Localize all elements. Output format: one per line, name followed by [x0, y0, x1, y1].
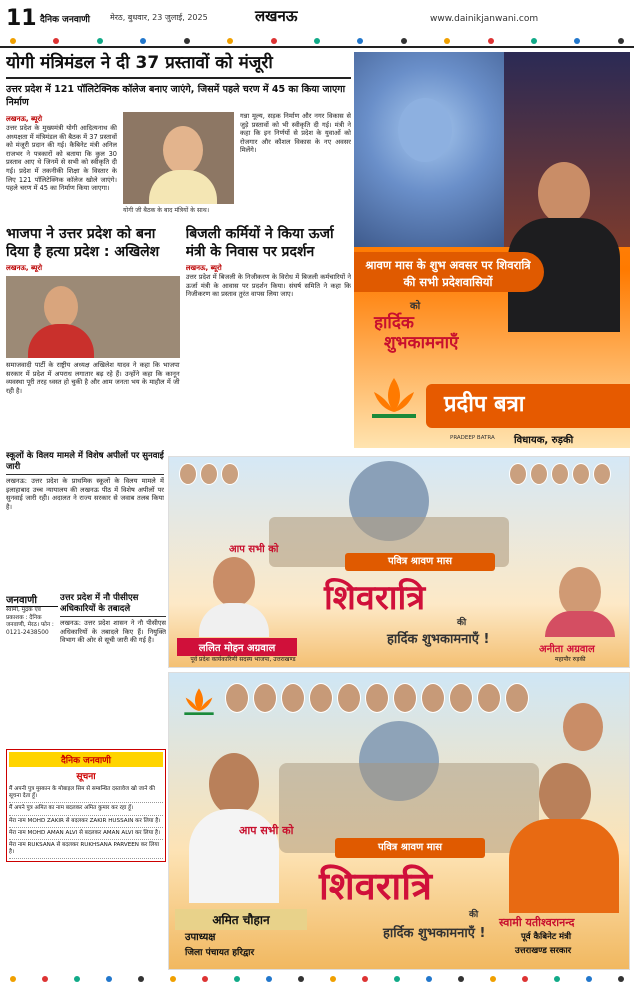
leader-photos [225, 683, 529, 713]
ad3-invite-2: पवित्र श्रावण मास [335, 838, 485, 858]
notice-item: मैं अपने पुत्र अमित का नाम बदलकर अमित कुमार कर रहा हूँ। [9, 803, 163, 815]
transfer-headline[interactable]: उत्तर प्रदेश में नौ पीसीएस अधिकारियों के तबादले [60, 592, 166, 617]
advertiser-photo-right [545, 567, 615, 637]
ad3-left-title-1: उपाध्यक्ष [185, 932, 216, 943]
ad3-shivratri: शिवरात्रि [319, 864, 433, 908]
edition-date: मेरठ, बुधवार, 23 जुलाई, 2025 [110, 13, 208, 22]
lead-byline: लखनऊ, ब्यूरो [6, 115, 43, 123]
ad2-shivratri: शिवरात्रि [324, 578, 426, 618]
story2-body: समाजवादी पार्टी के राष्ट्रीय अध्यक्ष अखिलेश यादव ने कहा कि भाजपा सरकार में प्रदेश में अपराध लगातार बढ़ रहे हैं। उन्होंने कहा कि कानून व्यवस्था पूरी तरह ध्वस्त हो चुकी है और आम जनता भय के माहौल में जी रही है। [6, 361, 180, 395]
website-link[interactable]: www.dainikjanwani.com [430, 14, 539, 24]
advertiser-photo-top-right [553, 703, 613, 763]
story2-headline[interactable]: भाजपा ने उत्तर प्रदेश को बना दिया है हत्या प्रदेश : अखिलेश [6, 226, 160, 260]
ad2-invite-2: पवित्र श्रावण मास [345, 553, 495, 571]
ad3-left-name: अमित चौहान [175, 909, 307, 930]
lead-body-1: उत्तर प्रदेश के मुख्यमंत्री योगी आदित्यनाथ की अध्यक्षता में मंत्रिमंडल की बैठक में 37 प्रस्तावों को मंजूरी प्रदान की गई। कैबिनेट मंत्री अनिल राजभर ने पत्रकारों को बताया कि कुल 30 प्रस्ताव आए थे जिनमें से सभी को स्वीकृति दी गई। प्रदेश में तकनीकी शिक्षा के विस्तार के लिए 121 पॉलिटेक्निक कॉलेज खोले जाएंगे। पहले चरण में 45 का निर्माण किया जाएगा। [6, 124, 117, 193]
lotus-icon [179, 681, 219, 721]
sidebar-masthead: जनवाणी [6, 592, 58, 607]
paper-name: दैनिक जनवाणी [40, 15, 90, 25]
advertiser-photo-right [509, 763, 619, 913]
story3-headline[interactable]: बिजली कर्मियों ने किया ऊर्जा मंत्री के निवास पर प्रदर्शन [185, 226, 334, 260]
story3-byline: लखनऊ, ब्यूरो [185, 264, 222, 272]
ad1-greet-line-2: शुभकामनाएँ [384, 333, 459, 353]
ad2-ki: की [457, 618, 467, 628]
ad1-greet-prefix: को [410, 301, 421, 312]
notice-item: मेरा नाम MOHD ZAKIR से बदलकर ZAKIR HUSSAIN कर लिया है। [9, 816, 163, 828]
ad3-right-title-1: पूर्व कैबिनेट मंत्री [521, 932, 572, 942]
notices-panel [6, 745, 166, 970]
ad3-invite-1: आप सभी को [239, 824, 294, 837]
edition-city: लखनऊ [255, 7, 298, 25]
notice-item: मेरा नाम RUKSANA से बदलकर RUKHSANA PARVEEN कर लिया है। [9, 840, 163, 859]
ad2-right-title: महापौर रुड़की [555, 656, 586, 663]
notice-item: मैं अपनी पुत्र मुस्कान के मोबाइल सिम से सम्बन्धित दस्तावेज खो जाने की सूचना देता हूँ। [9, 784, 163, 803]
advertiser-photo [504, 162, 624, 332]
ad3-wish: हार्दिक शुभकामनाएँ ! [383, 926, 486, 941]
story2-photo [6, 276, 180, 358]
lead-subhead: उत्तर प्रदेश में 121 पॉलिटेक्निक कॉलेज बनाए जाएंगे, जिसमें पहले चरण में 45 का किया जाएगा निर्माण [6, 84, 346, 108]
notice-item: मेरा नाम MOHD AMAN ALVI से बदलकर AMAN ALVI कर लिया है। [9, 828, 163, 840]
notice-title: सूचना [76, 772, 96, 782]
short-news-headline[interactable]: स्कूलों के विलय मामले में विशेष अपीलों पर सुनवाई जारी [6, 450, 164, 475]
shravan-ad-pradeep-batra[interactable] [354, 52, 630, 448]
leader-photos [179, 463, 239, 485]
lead-photo [123, 112, 234, 204]
notice-box [6, 749, 166, 862]
ad3-left-title-2: जिला पंचायत हरिद्वार [185, 948, 255, 958]
shivratri-ad-chauhan[interactable] [168, 672, 630, 970]
ad1-title: विधायक, रुड़की [514, 435, 574, 446]
shiva-image [354, 52, 504, 247]
registration-marks [10, 38, 624, 46]
short-news-body: लखनऊ: उत्तर प्रदेश के प्राथमिक स्कूलों के विलय मामले में इलाहाबाद उच्च न्यायालय की लखनऊ पीठ में विशेष अपीलों पर सुनवाई जारी रही। अदालत ने राज्य सरकार से जवाब तलब किया है। [6, 477, 164, 511]
ad2-left-name: ललित मोहन अग्रवाल [177, 638, 297, 656]
ad3-right-name: स्वामी यतीश्वरानन्द [499, 916, 575, 929]
ad3-ki: की [469, 910, 479, 920]
ad1-name: प्रदीप बत्रा [444, 392, 525, 417]
imprint: स्वामी, मुद्रक एवं प्रकाशक : दैनिक जनवाणी, मेरठ। फोन : 0121-2438500 [6, 607, 54, 636]
masthead [0, 0, 634, 48]
story2-byline: लखनऊ, ब्यूरो [6, 264, 43, 272]
lead-story [6, 52, 351, 447]
lead-headline[interactable]: योगी मंत्रिमंडल ने दी 37 प्रस्तावों को मंजूरी [6, 52, 351, 79]
ad2-right-name: अनीता अग्रवाल [539, 644, 595, 655]
ad1-message: श्रावण मास के शुभ अवसर पर शिवरात्रि की सभी प्रदेशवासियों [365, 258, 531, 289]
ad1-credit: PRADEEP BATRA [450, 435, 495, 441]
notice-brand: दैनिक जनवाणी [9, 752, 163, 767]
story3-body: उत्तर प्रदेश में बिजली के निजीकरण के विरोध में बिजली कर्मचारियों ने ऊर्जा मंत्री के आवास पर प्रदर्शन किया। संघर्ष समिति ने कहा कि निजीकरण का प्रस्ताव तुरंत वापस लिया जाए। [185, 273, 351, 299]
transfer-news [60, 592, 166, 742]
shivratri-ad-agrawal[interactable] [168, 456, 630, 668]
ad2-invite-1: आप सभी को [229, 544, 279, 555]
leader-photos-right [509, 463, 611, 485]
lotus-icon [364, 372, 424, 422]
registration-marks-bottom [10, 976, 624, 984]
ad2-left-title: पूर्व प्रदेश कार्यकारिणी सदस्य भाजपा, उत्तराखण्ड [190, 656, 296, 663]
ad3-right-title-2: उत्तराखण्ड सरकार [515, 946, 572, 956]
ad1-greet-line-1: हार्दिक [374, 313, 414, 333]
lead-caption: योगी जी बैठक के बाद मंत्रियों के साथ। [123, 207, 210, 214]
lead-body-2: गन्ना मूल्य, सड़क निर्माण और नगर विकास से जुड़े प्रस्तावों को भी स्वीकृति दी गई। मंत्री ने कहा कि इन निर्णयों से प्रदेश के युवाओं को रोजगार और कौशल विकास के नए अवसर मिलेंगे। [240, 112, 351, 155]
advertiser-photo-left [199, 557, 269, 637]
transfer-body: लखनऊ: उत्तर प्रदेश शासन ने नौ पीसीएस अधिकारियों के तबादले किए हैं। नियुक्ति विभाग की ओर से सूची जारी की गई है। [60, 619, 166, 645]
short-news [6, 450, 164, 588]
page-number: 11 [6, 6, 37, 31]
ad2-wish: हार्दिक शुभकामनाएँ ! [387, 632, 490, 647]
